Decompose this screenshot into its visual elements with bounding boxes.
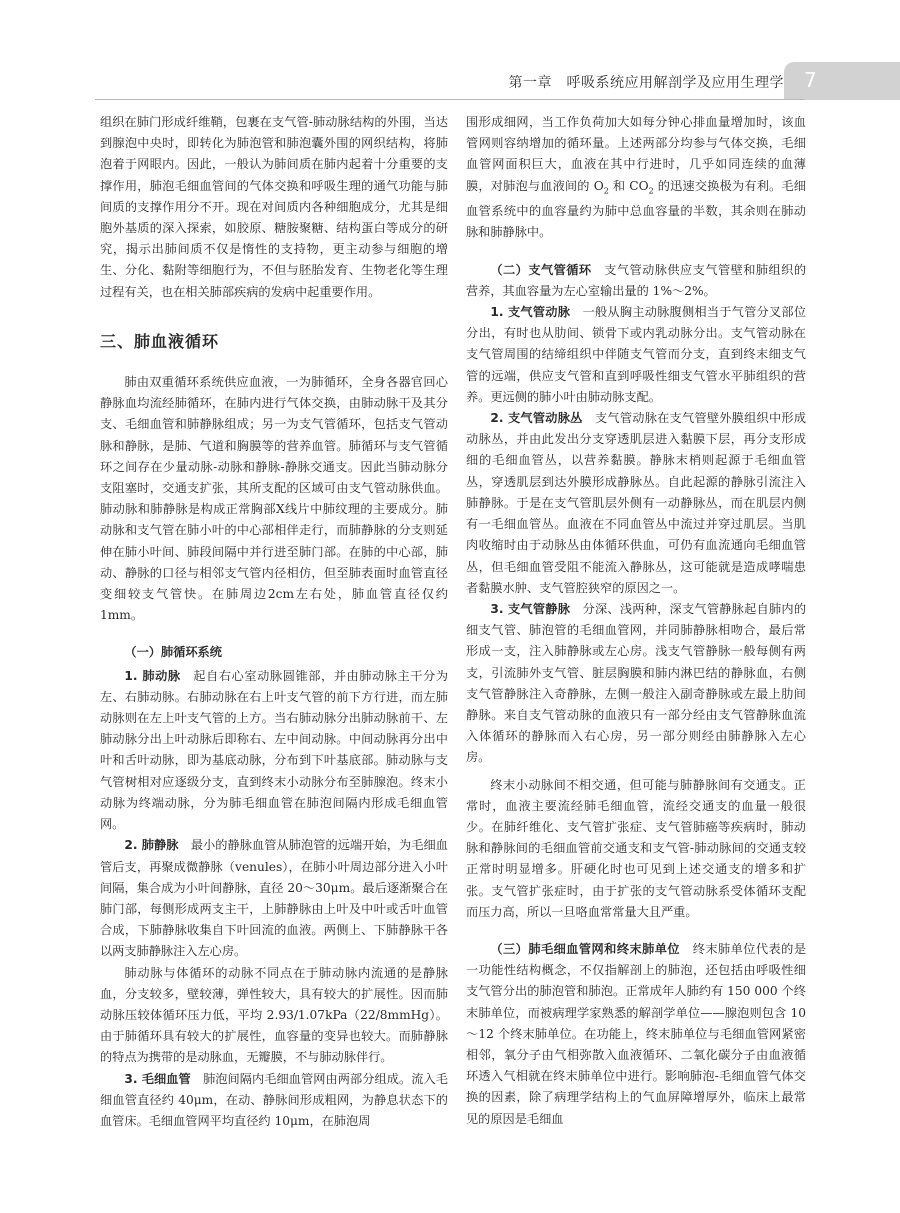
item-lead: 1. 肺动脉: [124, 668, 181, 683]
subsection-heading: （三）肺毛细血管网和终末肺单位: [490, 941, 681, 956]
item-text: 支气管动脉供应支气管壁和肺组织的营养，其血容量为左心室输出量的 1%～2%。: [466, 262, 807, 298]
paragraph: [466, 599, 806, 769]
paragraph: [100, 1069, 448, 1133]
subscript: 2: [648, 186, 654, 196]
item-lead: 1. 支气管动脉: [490, 305, 571, 320]
item-text: 肺泡间隔内毛细血管网由两部分组成。流入毛细血管直径约 40μm，在动、静脉间形成粗网，为静息状态下的血管床。毛细血管网平均直径约 10μm，在肺泡周: [100, 1071, 448, 1128]
paragraph: [100, 835, 448, 962]
section-heading: 三、肺血液循环: [100, 331, 220, 351]
paragraph: [466, 408, 806, 599]
subsection-heading: [100, 642, 448, 663]
text-run: 和 CO: [608, 178, 649, 193]
spacer: [466, 244, 806, 260]
item-text: 终末肺单位代表的是一功能性结构概念，不仅指解剖上的肺泡，还包括由呼吸性细支气管分出的肺泡管和肺泡。正常成年人肺约有 150 000 个终末肺单位，而被病理学家熟悉的解剖学单位——腺泡则包含 10～12 个终末肺单位。在功能上，终末肺单位与毛细血管网紧密相邻，氧分子由气相弥散入血液循环、二氧化碳分子由血液循环透入气相就在终末肺单位中进行。影响肺泡-毛细血管气体交换的因素，除了病理学结构上的气血屏障增厚外，临床上最常见的原因是毛细血: [466, 941, 807, 1126]
paragraph: [466, 112, 806, 244]
subsection-heading-text: （一）肺循环系统: [124, 645, 222, 660]
item-text: 最小的静脉血管从肺泡管的远端开始，为毛细血管后支，再聚成微静脉（venules），在肺小叶周边部分进入小叶间隔，集合成为小叶间静脉，直径 20～30μm。最后逐渐聚合在肺门部，每侧形成两支主干，上肺静脉由上叶及中叶或舌叶血管合成，下肺静脉收集自下叶回流的血液。两侧上、下肺静脉干各以两支肺静脉注入左心房。: [100, 838, 448, 959]
item-lead: 2. 支气管动脉丛: [490, 411, 583, 426]
paragraph: [100, 666, 448, 836]
text-run: 围形成细网，当工作负荷加大如每分钟心排血量增加时，该血管网则容纳增加的循环量。上述两部分均参与气体交换，毛细血管网面积巨大，血液在其中行进时，几乎如同连续的血薄膜，对肺泡与血液间的 O: [466, 115, 806, 193]
item-lead: 3. 支气管静脉: [490, 601, 571, 616]
right-column: [466, 112, 806, 1130]
spacer: [466, 923, 806, 939]
paragraph: [466, 260, 806, 302]
paragraph: [466, 939, 806, 1130]
left-column: [100, 112, 448, 1132]
page-number-tab: [784, 62, 900, 100]
subsection-heading: （二）支气管循环: [490, 262, 592, 277]
item-text: 分深、浅两种，深支气管静脉起自肺内的细支气管、肺泡管的毛细血管网，并同肺静脉相吻合，最后常形成一支，注入肺静脉或左心房。浅支气管静脉一般每侧有两支，引流肺外支气管、脏层胸膜和肺内淋巴结的静脉血，右侧支气管静脉注入奇静脉，左侧一般注入副奇静脉或左最上肋间静脉。来自支气管动脉的血液只有一部分经由支气管静脉血流入体循环的静脉而入右心房，另一部分则经由肺静脉入左心房。: [466, 601, 807, 765]
text-run: 的迅速交换极为有利。毛细血管系统中的血容量约为肺中总血容量的半数，其余则在肺动脉和肺静脉中。: [466, 178, 806, 240]
paragraph: 组织在肺门形成纤维鞘，包裹在支气管-肺动脉结构的外围，当达到腺泡中央时，即转化为肺泡管和肺泡囊外围的网织结构，将肺泡着于网眼内。因此，一般认为肺间质在肺内起着十分重要的支撑作用，肺泡毛细血管间的气体交换和呼吸生理的通气功能与肺间质的支撑作用分不开。现在对间质内各种细胞成分，尤其是细胞外基质的深入探索，如胶原、糖胺聚糖、结构蛋白等成分的研究，揭示出肺间质不仅是惰性的支持物，更主动参与细胞的增生、分化、黏附等细胞行为，不但与胚胎发育、生物老化等生理过程有关，也在相关肺部疾病的发病中起重要作用。: [100, 115, 448, 299]
item-text: 一般从胸主动脉腹侧相当于气管分叉部位分出，有时也从肋间、锁骨下或内乳动脉分出。支气管动脉在支气管周围的结缔组织中伴随支气管而分支，直到终末细支气管的远端，供应支气管和直到呼吸性细支气管水平肺组织的营养。更远侧的肺小叶由肺动脉支配。: [466, 305, 807, 404]
paragraph: 肺动脉与体循环的动脉不同点在于肺动脉内流通的是静脉血，分支较多，壁较薄，弹性较大，具有较大的扩展性。因而肺动脉压较体循环压力低，平均 2.93/1.07kPa（22/8mmHg）。由于肺循环具有较大的扩展性，血容量的变异也较大。而肺静脉的特点为携带的是动脉血，无瓣膜，不与肺动脉伴行。: [100, 965, 448, 1065]
chapter-title: 第一章 呼吸系统应用解剖学及应用生理学: [508, 75, 784, 91]
paragraph: 肺由双重循环系统供应血液，一为肺循环，全身各器官回心静脉血均流经肺循环，在肺内进行气体交换，由肺动脉干及其分支、毛细血管和肺静脉组成；另一为支气管循环，包括支气管动脉和静脉，是肺、气道和胸膜等的营养血管。肺循环与支气管循环之间存在少量动脉-动脉和静脉-静脉交通支。因此当肺动脉分支阻塞时，交通支扩张，其所支配的区域可由支气管动脉供血。肺动脉和肺静脉是构成正常胸部X线片中肺纹理的主要成分。肺动脉和支气管在肺小叶的中心部相伴走行，而肺静脉的分支则延伸在肺小叶间、肺段间隔中并行进至肺门部。在肺的中心部，肺动、静脉的口径与相邻支气管内径相仿，但至肺表面时血管直径变细较支气管快。在肺周边2cm左右处，肺血管直径仅约1mm。: [100, 375, 448, 623]
item-text: 支气管动脉在支气管壁外膜组织中形成动脉丛，并由此发出分支穿透肌层进入黏膜下层，再分支形成细的毛细血管丛，以营养黏膜。静脉末梢则起源于毛细血管丛，穿透肌层到达外膜形成静脉丛。自此起源的静脉引流注入肺静脉。于是在支气管肌层外侧有一动静脉丛，而在肌层内侧有一毛细血管丛。血液在不同血管丛中流过并穿过肌层。当肌肉收缩时由于动脉丛由体循环供血，可仍有血流通向毛细血管丛，但毛细血管受阻不能流入静脉丛，这可能就是造成哮喘患者黏膜水肿、支气管腔狭窄的原因之一。: [466, 411, 807, 595]
subscript: 2: [603, 186, 609, 196]
item-lead: 3. 毛细血管: [124, 1071, 191, 1086]
item-text: 起自右心室动脉圆锥部，并由肺动脉主干分为左、右肺动脉。右肺动脉在右上叶支气管的前下方行进，而左肺动脉则在左上叶支气管的上方。当右肺动脉分出肺动脉前干、左肺动脉分出上叶动脉后即称右、左中间动脉。中间动脉再分出中叶和舌叶动脉，即为基底动脉，分布到下叶基底部。肺动脉与支气管树相对应逐级分支，直到终末小动脉分布至肺腺泡。终末小动脉为终端动脉，分为肺毛细血管在肺泡间隔内形成毛细血管网。: [100, 668, 449, 832]
item-lead: 2. 肺静脉: [124, 838, 179, 853]
paragraph: 终末小动脉间不相交通，但可能与肺静脉间有交通支。正常时，血液主要流经肺毛细血管，流经交通支的血量一般很少。在肺纤维化、支气管扩张症、支气管肺癌等疾病时，肺动脉和静脉间的毛细血管前交通支和支气管-肺动脉间的交通支较正常时明显增多。肝硬化时也可见到上述交通支的增多和扩张。支气管扩张症时，由于扩张的支气管动脉系受体循环支配而压力高，所以一旦咯血常常量大且严重。: [466, 777, 806, 919]
page-number: 7: [804, 68, 817, 92]
header-rule: [95, 99, 805, 100]
paragraph: [466, 302, 806, 408]
